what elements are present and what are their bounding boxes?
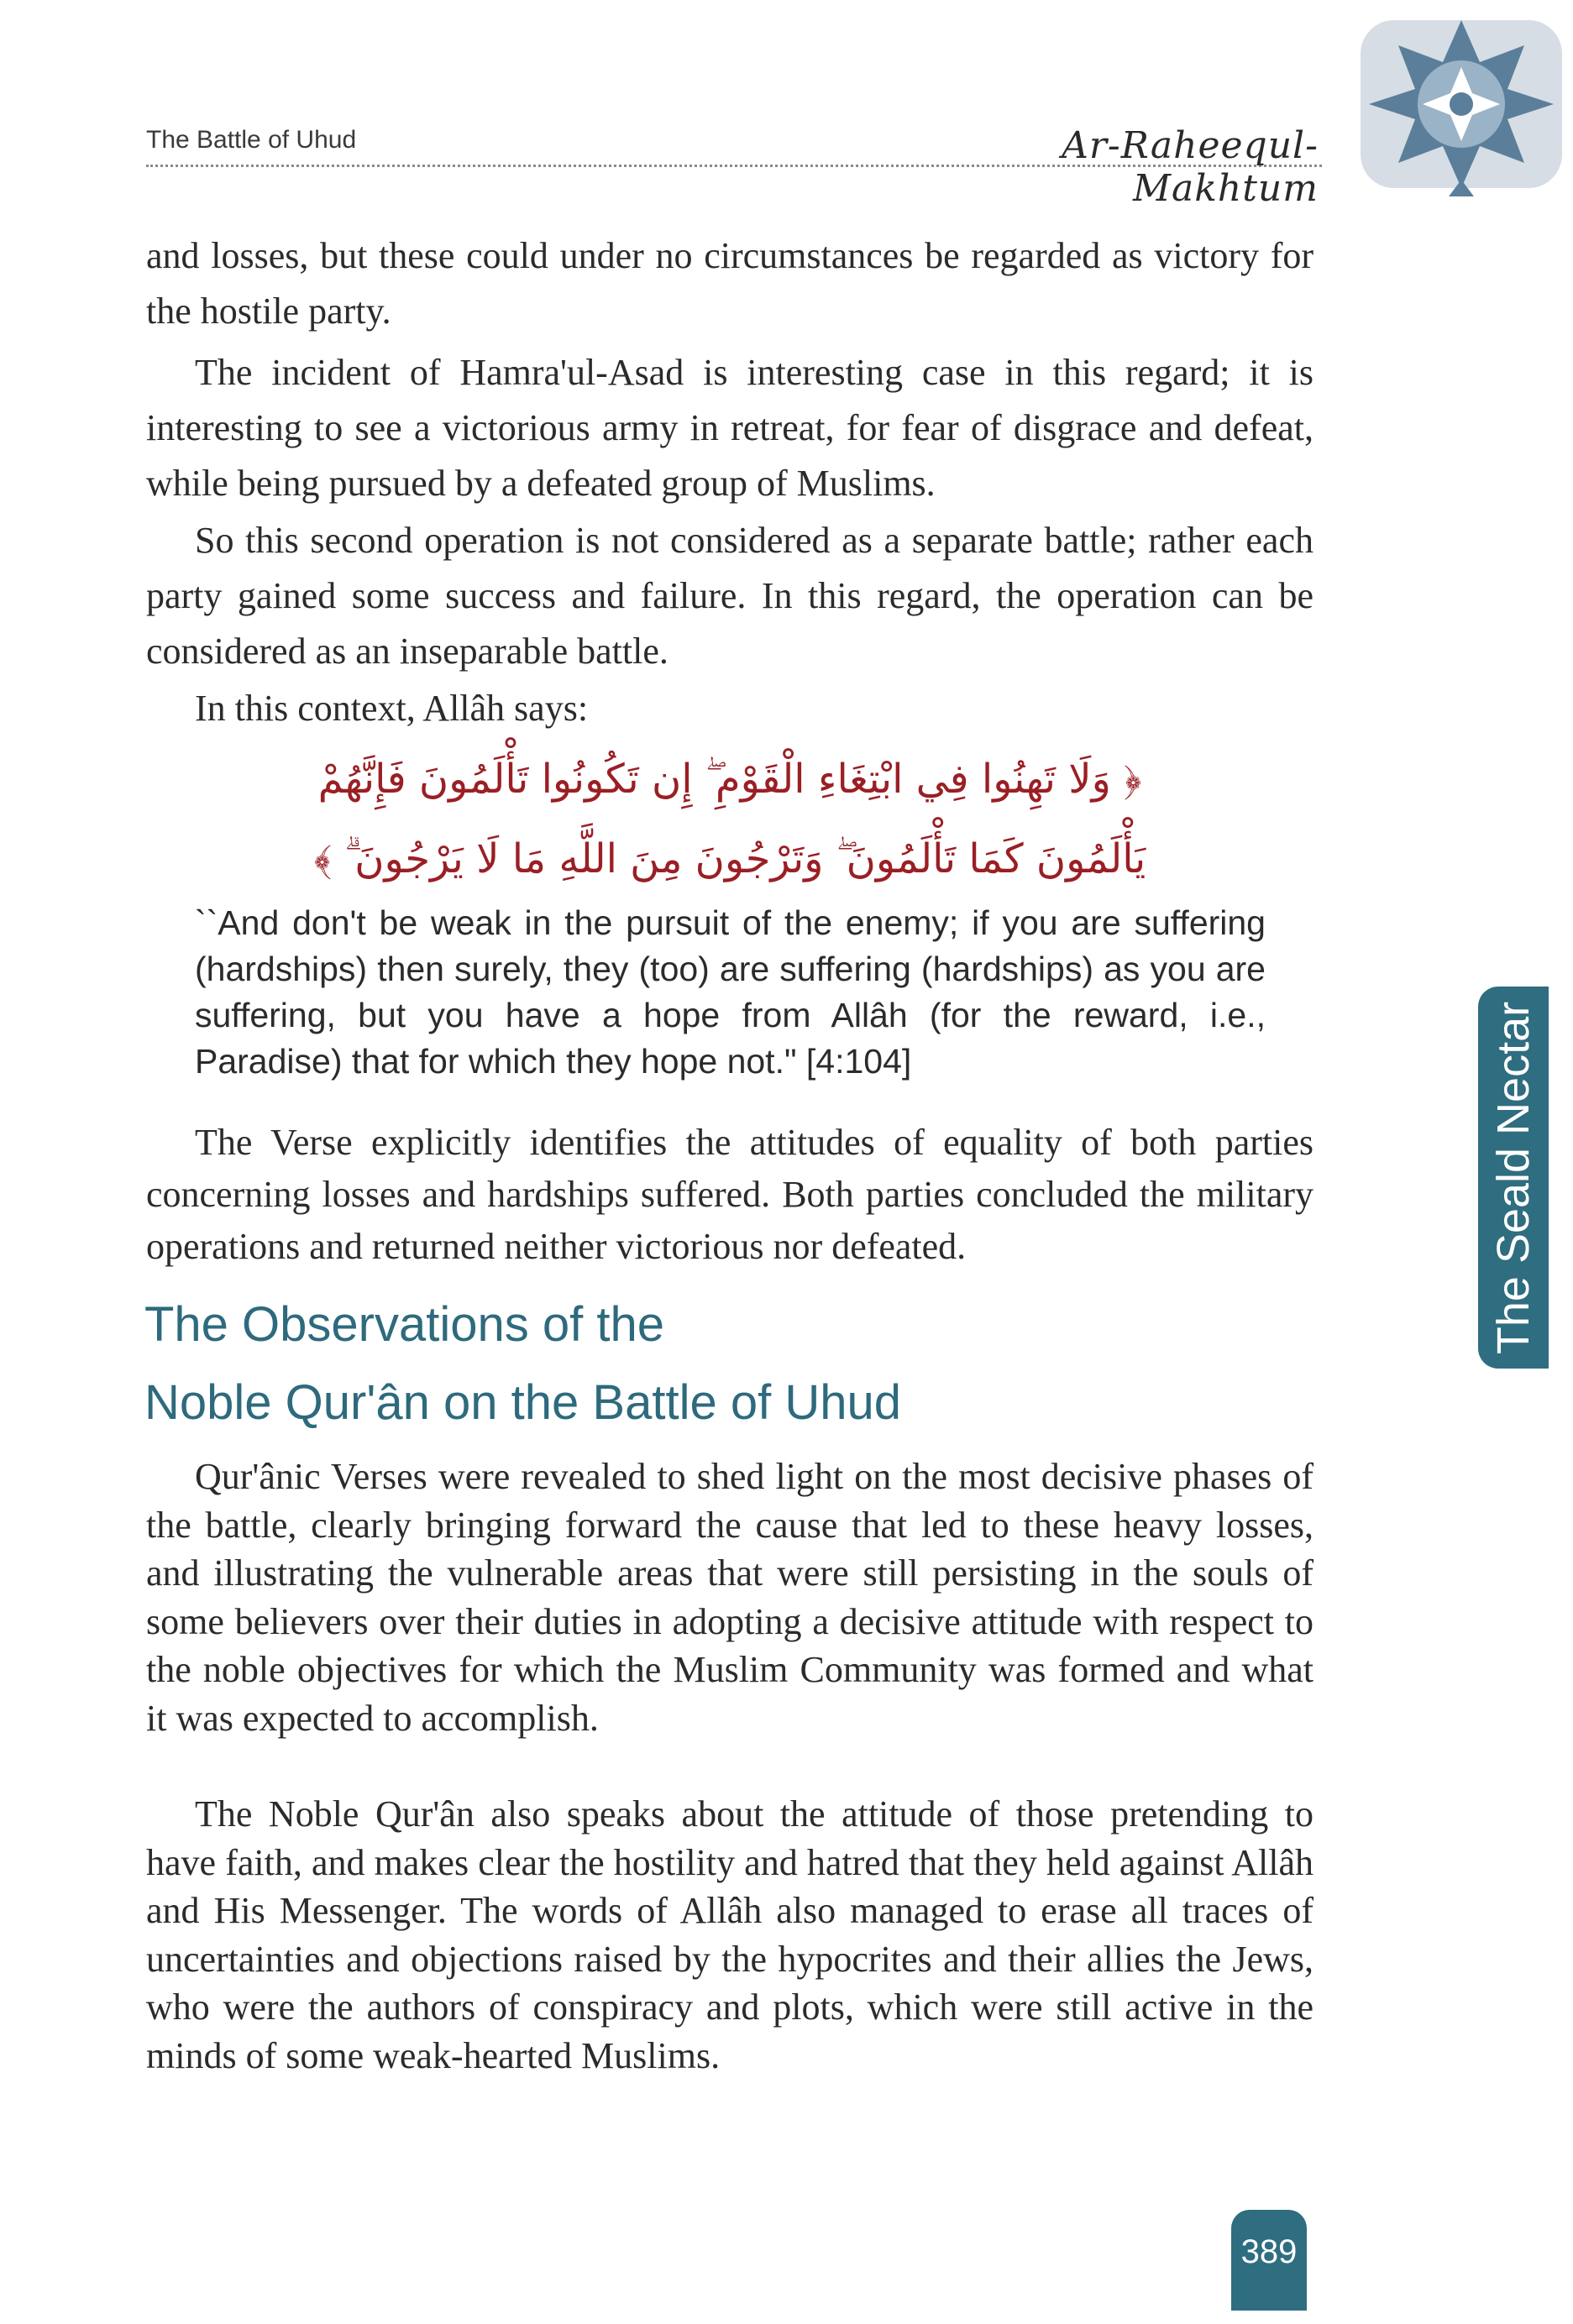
- section-heading-line-1: The Observations of the: [144, 1297, 664, 1352]
- paragraph-after-quote: The Verse explicitly identifies the attitudes of equality of both parties concerning losses and hardships suffered. Both parties concluded the military operations and returned neither victorious nor defeated.: [146, 1122, 1313, 1267]
- page-number: 389: [1231, 2210, 1307, 2309]
- arabic-verse-line-2: يَأْلَمُونَ كَمَا تَأْلَمُونَ ۖ وَتَرْجُونَ مِنَ اللَّهِ مَا لَا يَرْجُونَ ۗ ﴾: [313, 835, 1146, 882]
- side-tab-label: The Seald Nectar: [1488, 1001, 1539, 1354]
- running-header-book-title: Ar-Raheequl-Makhtum: [1062, 124, 1319, 210]
- paragraph-3: So this second operation is not considered as a separate battle; rather each party gained some success and failure. In this regard, the operation can be considered as an inseparable battle.: [146, 520, 1313, 672]
- page-number-rule: [1231, 2306, 1307, 2311]
- arabic-verse-line-1: ﴿ وَلَا تَهِنُوا فِي ابْتِغَاءِ الْقَوْمِ ۖ إِن تَكُونُوا تَأْلَمُونَ فَإِنَّهُمْ: [317, 756, 1142, 803]
- geometric-star-ornament-icon: [1352, 12, 1570, 196]
- running-header-chapter: The Battle of Uhud: [146, 126, 357, 154]
- section-heading-line-2: Noble Qur'ân on the Battle of Uhud: [144, 1375, 901, 1430]
- verse-translation-quote: ``And don't be weak in the pursuit of the enemy; if you are suffering (hardships) then surely, they (too) are suffering (hardships) as you are suffering, but you have a hope from Allâh (for the reward, i.e., Paradise) that for which they hope not." [4:104]: [195, 903, 1266, 1081]
- section-paragraph-2: The Noble Qur'ân also speaks about the attitude of those pretending to have faith, and makes clear the hostility and hatred that they held against Allâh and His Messenger. The words of Allâh also managed to erase all traces of uncertainties and objections raised by the hypocrites and their allies the Jews, who were the authors of conspiracy and plots, which were still active in the minds of some weak-hearted Muslims.: [146, 1793, 1313, 2076]
- paragraph-1: and losses, but these could under no circumstances be regarded as victory for the hostile party.: [146, 235, 1313, 332]
- paragraph-2: The incident of Hamra'ul-Asad is interesting case in this regard; it is interesting to see a victorious army in retreat, for fear of disgrace and defeat, while being pursued by a defeated group of Muslims.: [146, 352, 1313, 504]
- section-paragraph-1: Qur'ânic Verses were revealed to shed light on the most decisive phases of the battle, clearly bringing forward the cause that led to these heavy losses, and illustrating the vulnerable areas that were still persisting in the souls of some believers over their duties in adopting a decisive attitude with respect to the noble objectives for which the Muslim Community was formed and what it was expected to accomplish.: [146, 1456, 1313, 1739]
- side-tab-book-title: [1478, 987, 1549, 1369]
- paragraph-4: In this context, Allâh says:: [195, 688, 589, 729]
